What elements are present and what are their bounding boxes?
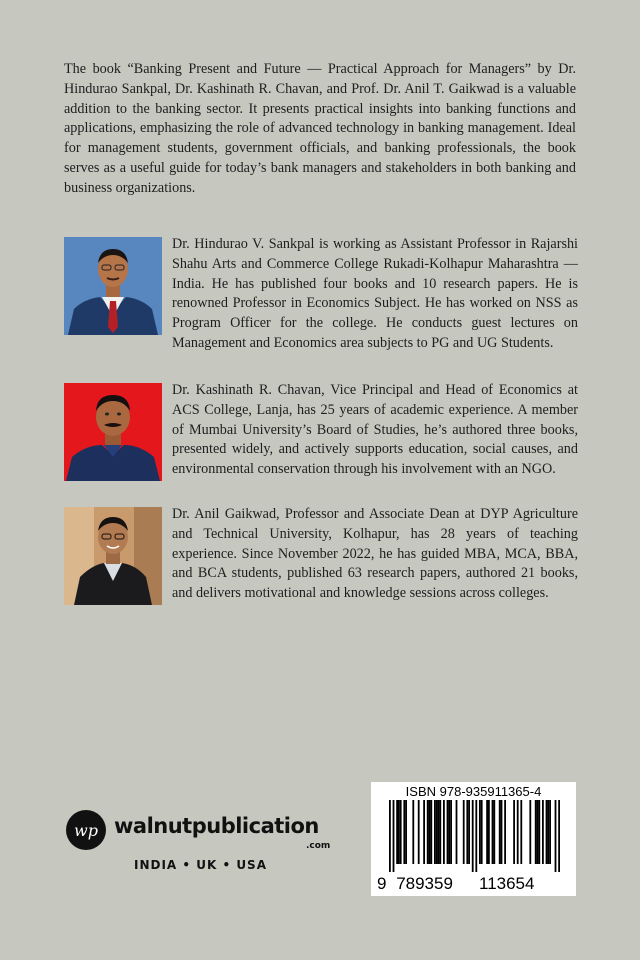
barcode-bar xyxy=(418,800,420,864)
barcode-bar xyxy=(493,800,495,864)
author-photo-2 xyxy=(64,383,162,481)
barcode-bar xyxy=(439,800,441,864)
author-bio-1 xyxy=(64,235,578,354)
barcode-bar xyxy=(398,800,400,864)
barcode-bar xyxy=(396,800,398,864)
barcode-bar xyxy=(427,800,429,864)
barcode-bar xyxy=(466,800,468,864)
barcode-bar xyxy=(558,800,560,872)
barcode-bar xyxy=(400,800,402,864)
barcode-bar xyxy=(468,800,470,864)
book-description: The book “Banking Present and Future — Practical Approach for Managers” by Dr. Hindurao Sankpal, Dr. Kashinath R. Chavan, and Prof. Dr. Anil T. Gaikwad is a valuable addition to the banking sector. It presents practical insights into banking functions and applications, emphasizing the role of advanced technology in banking management. Ideal for management students, government officials, and banking professionals, the book serves as a useful guide for today’s bank managers and stakeholders in both banking and business organizations. xyxy=(64,61,576,196)
barcode-bar xyxy=(492,800,494,864)
barcode-bar xyxy=(389,800,391,872)
barcode-bar xyxy=(412,800,414,864)
barcode-bar xyxy=(472,800,474,872)
isbn-label: ISBN 978-935911365-4 xyxy=(405,784,542,799)
barcode-bar xyxy=(546,800,548,864)
isbn-digit-group: 9 xyxy=(377,874,387,893)
barcode-bar xyxy=(403,800,405,864)
barcode-bar xyxy=(547,800,549,864)
barcode-bar xyxy=(520,800,522,864)
barcode-bar xyxy=(405,800,407,864)
barcode-bar xyxy=(438,800,440,864)
isbn-digit-group: 789359 xyxy=(396,874,453,893)
barcode-bar xyxy=(443,800,445,864)
barcode-bar xyxy=(549,800,551,864)
barcode-bar xyxy=(429,800,431,864)
barcode-bar xyxy=(499,800,501,864)
barcode-bar xyxy=(542,800,544,864)
publisher-block xyxy=(66,810,356,880)
barcode-bar xyxy=(529,800,531,864)
barcode-bar xyxy=(538,800,540,864)
barcode-bar xyxy=(488,800,490,864)
barcode-bar xyxy=(501,800,503,864)
isbn-digit-group: 113654 xyxy=(479,874,535,893)
walnut-publication-logo-icon: wp xyxy=(66,810,106,850)
barcode-bar xyxy=(447,800,449,864)
barcode-bar xyxy=(456,800,458,864)
barcode-bar xyxy=(481,800,483,864)
barcode-bar xyxy=(535,800,537,864)
author-bio-text-3: Dr. Anil Gaikwad, Professor and Associate Dean at DYP Agriculture and Technical University, Kolhapur, has 28 years of teaching experience. Since November 2022, he has guided MBA, MCA, BBA, and BCA students, published 63 research papers, authored 21 books, and delivers motivational and knowledge sessions across colleges. xyxy=(172,506,578,602)
barcode-bar xyxy=(504,800,506,864)
barcode-bar xyxy=(463,800,465,864)
barcode-bar xyxy=(436,800,438,864)
author-bio-text-1: Dr. Hindurao V. Sankpal is working as Assistant Professor in Rajarshi Shahu Arts and Commerce College Rukadi-Kolhapur Maharashtra — India. He has published four books and 10 research papers. He is renowned Professor in Economics Subject. He has worked on NSS as Program Officer for the college. He conducts guest lectures on Management and Economics area subjects to PG and UG Students. xyxy=(172,236,578,351)
author-bio-3 xyxy=(64,505,578,609)
isbn-barcode xyxy=(371,782,576,896)
barcode-bar xyxy=(537,800,539,864)
barcode-bar xyxy=(393,800,395,872)
barcode-bar xyxy=(434,800,436,864)
publisher-regions: INDIA • UK • USA xyxy=(134,858,267,872)
author-bio-text-2: Dr. Kashinath R. Chavan, Vice Principal and Head of Economics at ACS College, Lanja, has 25 years of academic experience. A member of Mumbai University’s Board of Studies, he’s authored three books, presented widely, and actively supports education, social causes, and environmental conservation through his involvement with an NGO. xyxy=(172,382,578,478)
author-bio-2 xyxy=(64,381,578,485)
barcode-bar xyxy=(448,800,450,864)
author-photo-3 xyxy=(64,507,162,605)
barcode-bars xyxy=(377,800,570,872)
publisher-domain: .com xyxy=(306,841,331,851)
barcode-bar xyxy=(486,800,488,864)
publisher-name: walnutpublication xyxy=(114,814,319,838)
barcode-bar xyxy=(430,800,432,864)
barcode-bar xyxy=(513,800,515,864)
barcode-bar xyxy=(479,800,481,864)
barcode-bar xyxy=(555,800,557,872)
barcode-bar xyxy=(517,800,519,864)
barcode-bar xyxy=(475,800,477,872)
barcode-bar xyxy=(423,800,425,864)
barcode-bar xyxy=(450,800,452,864)
author-photo-1 xyxy=(64,237,162,335)
